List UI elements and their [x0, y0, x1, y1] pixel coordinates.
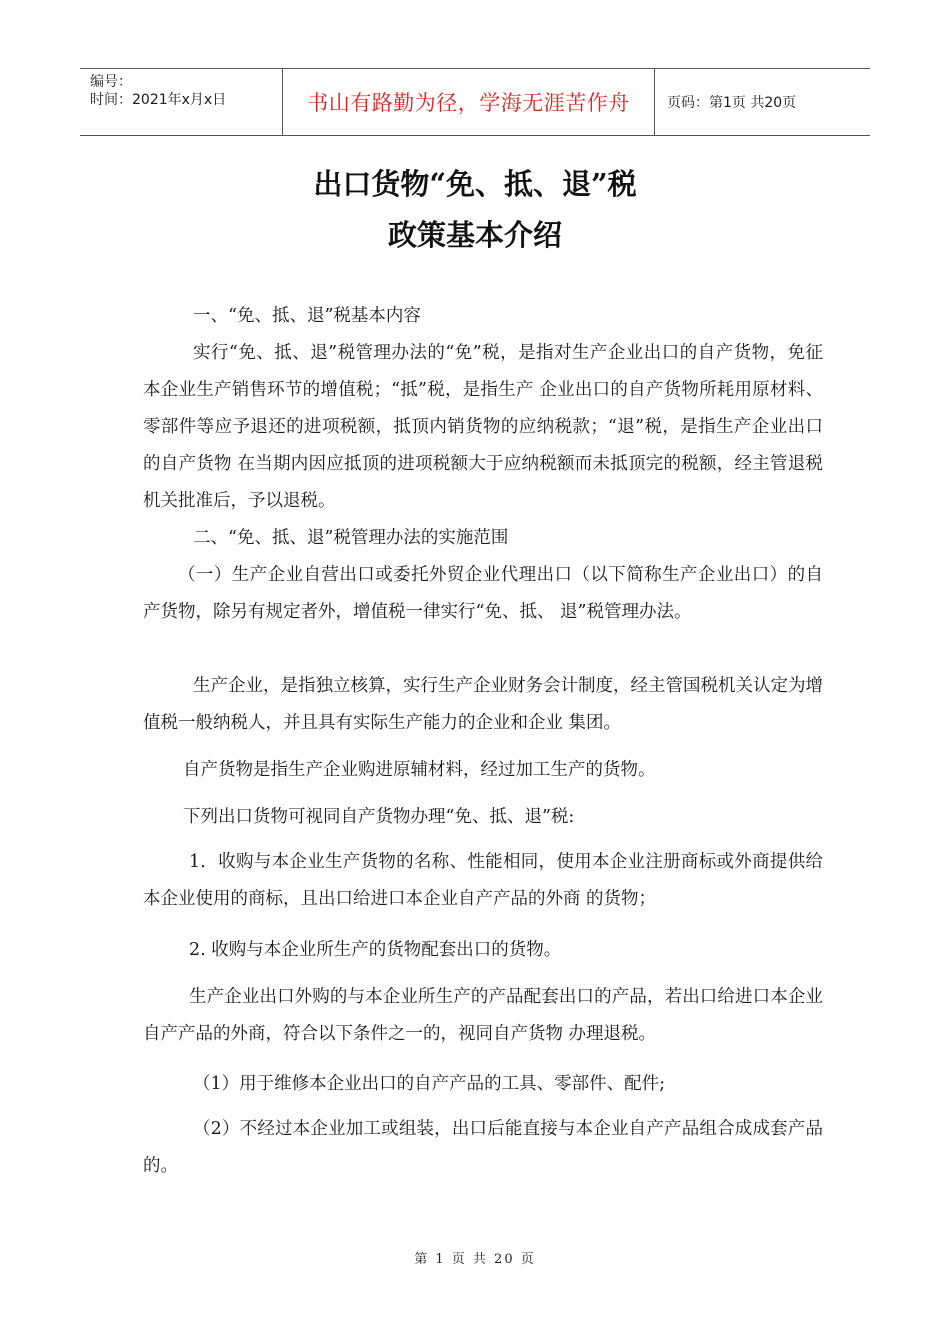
time-label: 时间：2021年x月x日 [90, 92, 227, 108]
section-heading-2: 二、“免、抵、退”税管理办法的实施范围 [193, 528, 509, 548]
condition-item-2: （2）不经过本企业加工或组装，出口后能直接与本企业自产产品组合成成套产品的。 [143, 1119, 823, 1176]
page-footer: 第 1 页 共 20 页 [414, 1252, 536, 1267]
paragraph-supporting-products: 生产企业出口外购的与本企业所生产的产品配套出口的产品，若出口给进口本企业自产产品的外商，符合以下条件之一的，视同自产货物 办理退税。 [143, 987, 823, 1044]
condition-item-1: （1）用于维修本企业出口的自产产品的工具、零部件、配件; [193, 1074, 666, 1094]
list-item-1: 1．收购与本企业生产货物的名称、性能相同，使用本企业注册商标或外商提供给本企业使用的商标，且出口给进口本企业自产产品的外商 的货物； [143, 852, 823, 909]
section-heading-1: 一、“免、抵、退”税基本内容 [193, 306, 421, 326]
header-page-info: 页码：第1页 共20页 [667, 95, 797, 111]
doc-title-line-2: 政策基本介绍 [387, 218, 562, 252]
list-item-2: 2. 收购与本企业所生产的货物配套出口的货物。 [189, 940, 562, 960]
paragraph-self-produced: 自产货物是指生产企业购进原辅材料，经过加工生产的货物。 [183, 760, 656, 780]
serial-number-label: 编号： [90, 74, 132, 90]
paragraph-scope: （一）生产企业自营出口或委托外贸企业代理出口（以下简称生产企业出口）的自产货物，除另有规定者外，增值税一律实行“免、抵、 退”税管理办法。 [143, 565, 823, 622]
paragraph-producer-definition: 生产企业，是指独立核算，实行生产企业财务会计制度，经主管国税机关认定为增值税一般纳税人，并且具有实际生产能力的企业和企业 集团。 [143, 676, 823, 733]
paragraph-definition: 实行“免、抵、退”税管理办法的“免”税，是指对生产企业出口的自产货物，免征本企业生产销售环节的增值税；“抵”税，是指生产 企业出口的自产货物所耗用原材料、零部件等应予退还的进项税额，抵顶内销货物的应纳税款；“退”税，是指生产企业出口的自产货物 在当期内因应抵顶的进项税额大于应纳税额而未抵顶完的税额，经主管退税机关批准后，予以退税。 [143, 343, 823, 511]
document-header [80, 68, 870, 136]
header-meta [80, 69, 282, 135]
doc-title-line-1: 出口货物“免、抵、退”税 [313, 167, 637, 201]
header-motto: 书山有路勤为径，学海无涯苦作舟 [282, 69, 655, 135]
paragraph-list-intro: 下列出口货物可视同自产货物办理“免、抵、退”税: [183, 807, 575, 827]
